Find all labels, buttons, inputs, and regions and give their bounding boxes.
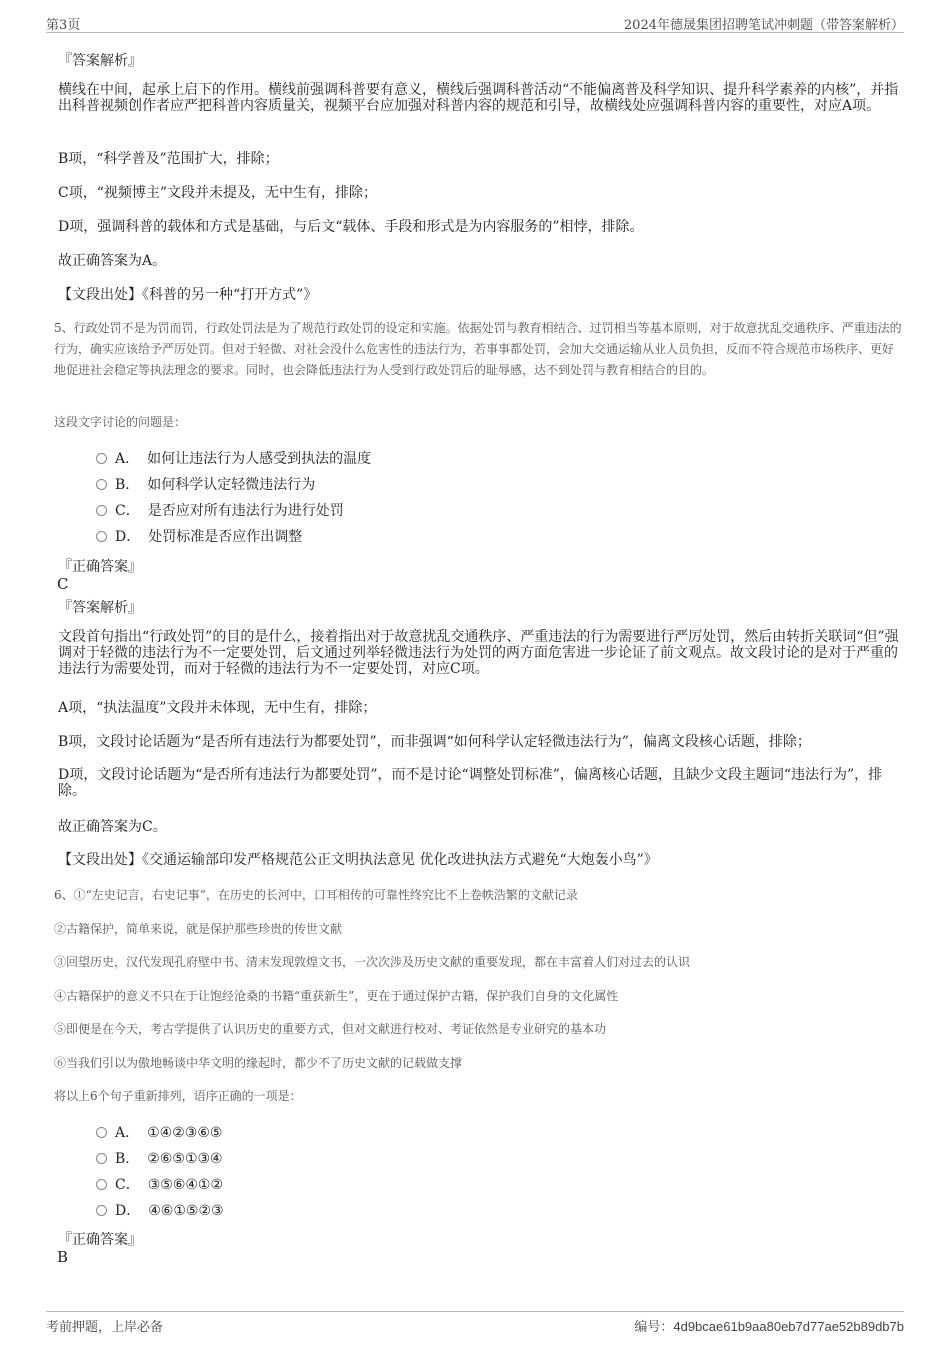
page-number: 第3页 — [46, 18, 81, 33]
q4-analysis-label: 『答案解析』 — [58, 53, 142, 69]
radio-icon[interactable] — [96, 1153, 107, 1164]
document-title: 2024年德晟集团招聘笔试冲刺题（带答案解析） — [623, 18, 904, 33]
q5-analysis-label: 『答案解析』 — [58, 600, 142, 616]
q5-option-c[interactable]: C． 是否应对所有违法行为进行处罚 — [96, 502, 344, 520]
q5-answer: C — [57, 575, 69, 593]
q5-prompt: 这段文字讨论的问题是： — [54, 415, 187, 429]
q5-option-b[interactable]: B． 如何科学认定轻微违法行为 — [96, 476, 315, 494]
radio-icon[interactable] — [96, 531, 107, 542]
q6-sentence-5: ⑤即便是在今天，考古学提供了认识历史的重要方式，但对文献进行校对、考证依然是专业研究的基本功 — [54, 1022, 607, 1036]
q5-answer-label: 『正确答案』 — [58, 559, 142, 575]
footer-code: 编号：4d9bcae61b9aa80eb7d77ae52b89db7b — [634, 1319, 904, 1335]
radio-icon[interactable] — [96, 479, 107, 490]
page-footer — [46, 1311, 904, 1336]
q5-option-b-analysis: B项，文段讨论话题为“是否所有违法行为都要处罚”，而非强调“如何科学认定轻微违法行为”，偏离文段核心话题，排除； — [58, 734, 811, 750]
q6-sentence-4: ④古籍保护的意义不只在于让饱经沧桑的书籍“重获新生”，更在于通过保护古籍，保护我们自身的文化属性 — [54, 989, 619, 1003]
q5-stem: 5、行政处罚不是为罚而罚，行政处罚法是为了规范行政处罚的设定和实施。依据处罚与教育相结合、过罚相当等基本原则，对于故意扰乱交通秩序、严重违法的行为，确实应该给予严厉处罚。但对于轻微、对社会没什么危害性的违法行为，若事事都处罚，会加大交通运输从业人员负担，反而不符合规范市场秩序、更好地促进社会稳定等执法理念的要求。同时，也会降低违法行为人受到行政处罚后的耻辱感，达不到处罚与教育相结合的目的。 — [54, 321, 902, 377]
q6-option-c[interactable]: C． ③⑤⑥④①② — [96, 1176, 223, 1194]
q6-prompt: 将以上6个句子重新排列，语序正确的一项是： — [54, 1089, 302, 1103]
q4-analysis-paragraph: 横线在中间，起承上启下的作用。横线前强调科普要有意义，横线后强调科普活动“不能偏离普及科学知识、提升科学素养的内核”，并指出科普视频创作者应严把科普内容质量关，视频平台应加强对科普内容的规范和引导，故横线处应强调科普内容的重要性，对应A项。 — [58, 82, 899, 114]
q6-option-a[interactable]: A． ①④②③⑥⑤ — [96, 1124, 222, 1142]
q6-option-b[interactable]: B． ②⑥⑤①③④ — [96, 1150, 223, 1168]
q4-conclusion: 故正确答案为A。 — [58, 253, 167, 269]
q6-answer-label: 『正确答案』 — [58, 1232, 142, 1248]
q5-source: 【文段出处】《交通运输部印发严格规范公正文明执法意见 优化改进执法方式避免“大炮轰小鸟”》 — [58, 852, 658, 868]
q4-option-d-analysis: D项，强调科普的载体和方式是基础，与后文“载体、手段和形式是为内容服务的”相悖，排除。 — [58, 219, 644, 235]
radio-icon[interactable] — [96, 505, 107, 516]
q5-option-d[interactable]: D． 处罚标准是否应作出调整 — [96, 528, 302, 546]
q6-option-d[interactable]: D． ④⑥①⑤②③ — [96, 1202, 224, 1220]
q4-source: 【文段出处】《科普的另一种“打开方式”》 — [58, 287, 318, 303]
page-header — [46, 8, 904, 33]
q4-option-b-analysis: B项，“科学普及”范围扩大，排除； — [58, 151, 279, 167]
q4-option-c-analysis: C项，“视频博主”文段并未提及，无中生有，排除； — [58, 185, 378, 201]
q6-sentence-6: ⑥当我们引以为傲地畅谈中华文明的缘起时，都少不了历史文献的记载做支撑 — [54, 1056, 463, 1070]
q6-sentence-3: ③回望历史，汉代发现孔府壁中书、清末发现敦煌文书，一次次涉及历史文献的重要发现，都在丰富着人们对过去的认识 — [54, 955, 691, 969]
q6-sentence-2: ②古籍保护，简单来说，就是保护那些珍贵的传世文献 — [54, 922, 343, 936]
q5-option-a[interactable]: A． 如何让违法行为人感受到执法的温度 — [96, 450, 371, 468]
q6-answer: B — [57, 1248, 69, 1266]
radio-icon[interactable] — [96, 1127, 107, 1138]
radio-icon[interactable] — [96, 453, 107, 464]
q5-option-a-analysis: A项，“执法温度”文段并未体现，无中生有，排除； — [58, 700, 377, 716]
radio-icon[interactable] — [96, 1205, 107, 1216]
q5-conclusion: 故正确答案为C。 — [58, 819, 167, 835]
q5-analysis-paragraph: 文段首句指出“行政处罚”的目的是什么，接着指出对于故意扰乱交通秩序、严重违法的行为需要进行严厉处罚，然后由转折关联词“但”强调对于轻微的违法行为不一定要处罚，后文通过列举轻微违法行为处罚的两方面危害进一步论证了前文观点。故文段讨论的是对于严重的违法行为需要处罚，而对于轻微的违法行为不一定要处罚，对应C项。 — [58, 629, 899, 677]
radio-icon[interactable] — [96, 1179, 107, 1190]
footer-slogan: 考前押题，上岸必备 — [46, 1320, 164, 1335]
q6-sentence-1: 6、①“左史记言，右史记事”，在历史的长河中，口耳相传的可靠性终究比不上卷帙浩繁的文献记录 — [54, 888, 578, 902]
q5-option-d-analysis: D项，文段讨论话题为“是否所有违法行为都要处罚”，而不是讨论“调整处罚标准”，偏离核心话题，且缺少文段主题词“违法行为”，排除。 — [58, 767, 883, 799]
